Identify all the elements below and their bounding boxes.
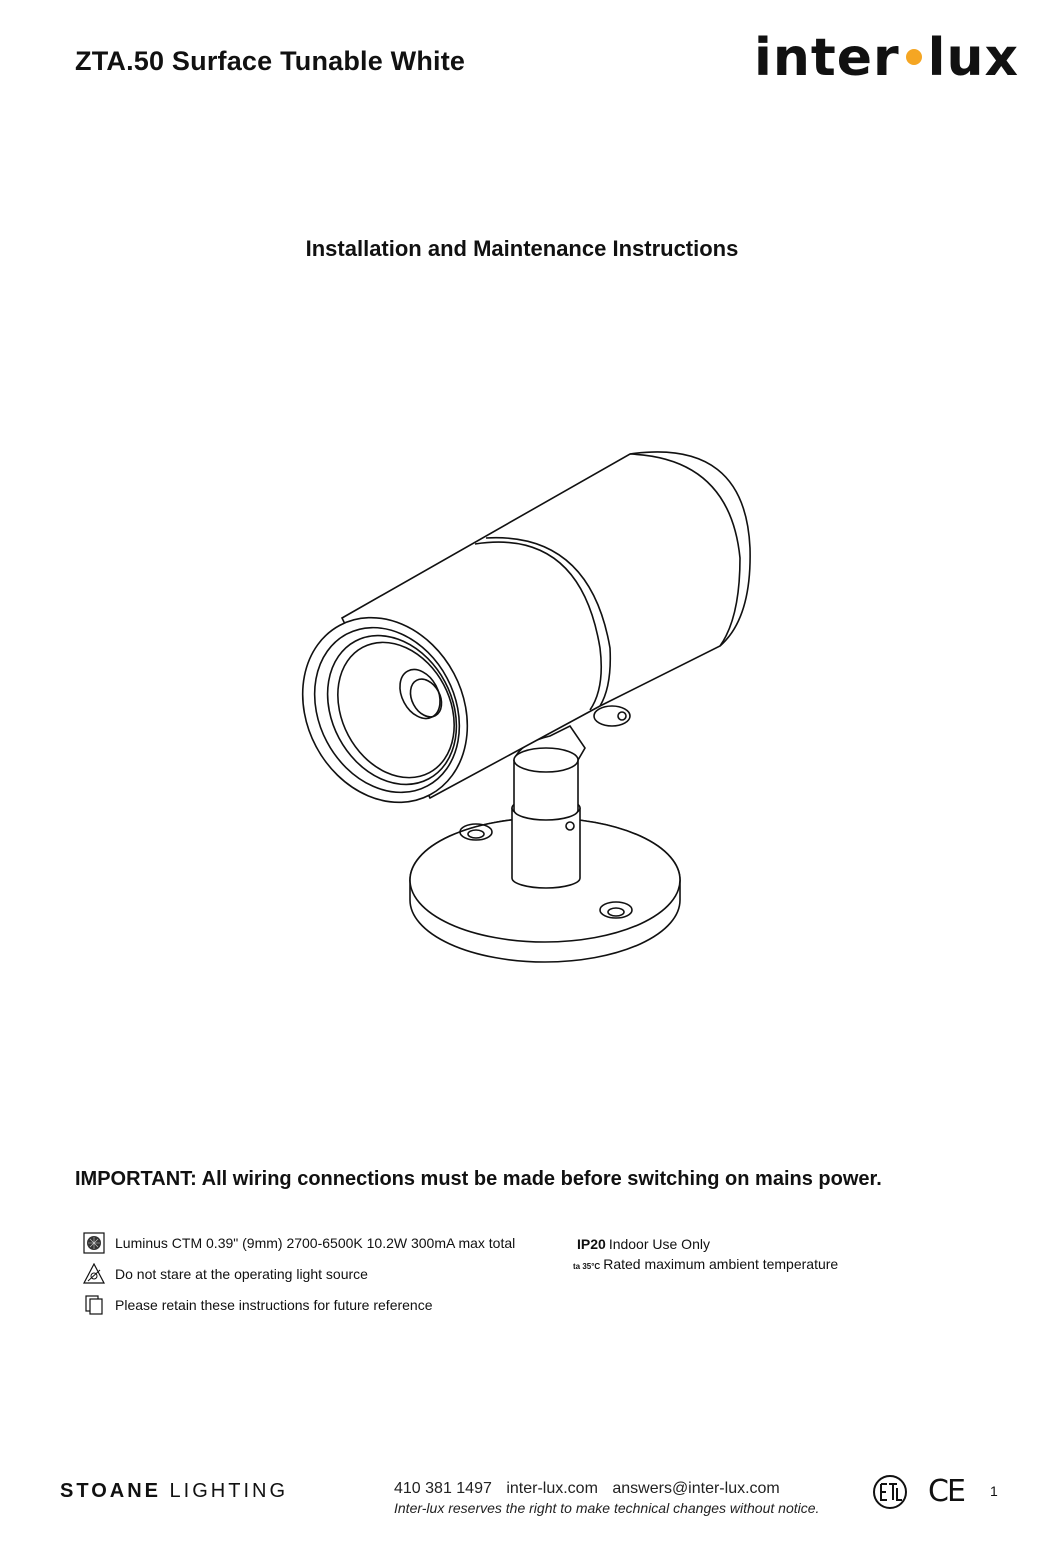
spec-retain-text: Please retain these instructions for future reference bbox=[115, 1297, 433, 1313]
change-notice: Inter-lux reserves the right to make technical changes without notice. bbox=[394, 1500, 820, 1516]
ta-code: ta 35°C bbox=[573, 1262, 601, 1271]
ip-code: IP20 bbox=[577, 1236, 606, 1252]
interlux-logo bbox=[754, 28, 1024, 88]
phone-number: 410 381 1497 bbox=[394, 1480, 492, 1497]
website-link[interactable]: inter-lux.com bbox=[506, 1480, 598, 1497]
logo-word-lux: lux bbox=[927, 28, 1020, 88]
document-subtitle: Installation and Maintenance Instructions bbox=[305, 236, 739, 261]
stoane-lighting-logo bbox=[60, 1480, 288, 1503]
spec-led bbox=[83, 1232, 515, 1254]
spec-no-stare-text: Do not stare at the operating light source bbox=[115, 1266, 368, 1282]
led-chip-icon bbox=[83, 1232, 105, 1254]
contact-info bbox=[394, 1480, 790, 1498]
ip-text: Indoor Use Only bbox=[608, 1236, 710, 1252]
fixture-illustration bbox=[300, 448, 760, 972]
spec-led-text: Luminus CTM 0.39" (9mm) 2700-6500K 10.2W 300mA max total bbox=[115, 1235, 516, 1251]
no-stare-icon bbox=[83, 1263, 105, 1285]
page-number: 1 bbox=[990, 1483, 998, 1499]
spec-retain bbox=[83, 1294, 433, 1316]
spec-ip-rating bbox=[577, 1236, 710, 1252]
brand-light: LIGHTING bbox=[169, 1480, 288, 1502]
retain-document-icon bbox=[83, 1294, 105, 1316]
spec-no-stare bbox=[83, 1263, 368, 1285]
ta-text: Rated maximum ambient temperature bbox=[603, 1256, 839, 1272]
brand-bold: STOANE bbox=[60, 1480, 161, 1502]
ce-mark: CE bbox=[928, 1474, 964, 1509]
logo-word-inter: inter bbox=[754, 28, 900, 88]
page-title: ZTA.50 Surface Tunable White bbox=[75, 46, 466, 76]
etl-certification-icon bbox=[872, 1474, 908, 1510]
important-warning: IMPORTANT: All wiring connections must be made before switching on mains power. bbox=[75, 1168, 882, 1190]
spec-ambient-temp bbox=[573, 1256, 838, 1272]
email-link[interactable]: answers@inter-lux.com bbox=[612, 1480, 780, 1497]
logo-dot-icon bbox=[906, 49, 922, 65]
